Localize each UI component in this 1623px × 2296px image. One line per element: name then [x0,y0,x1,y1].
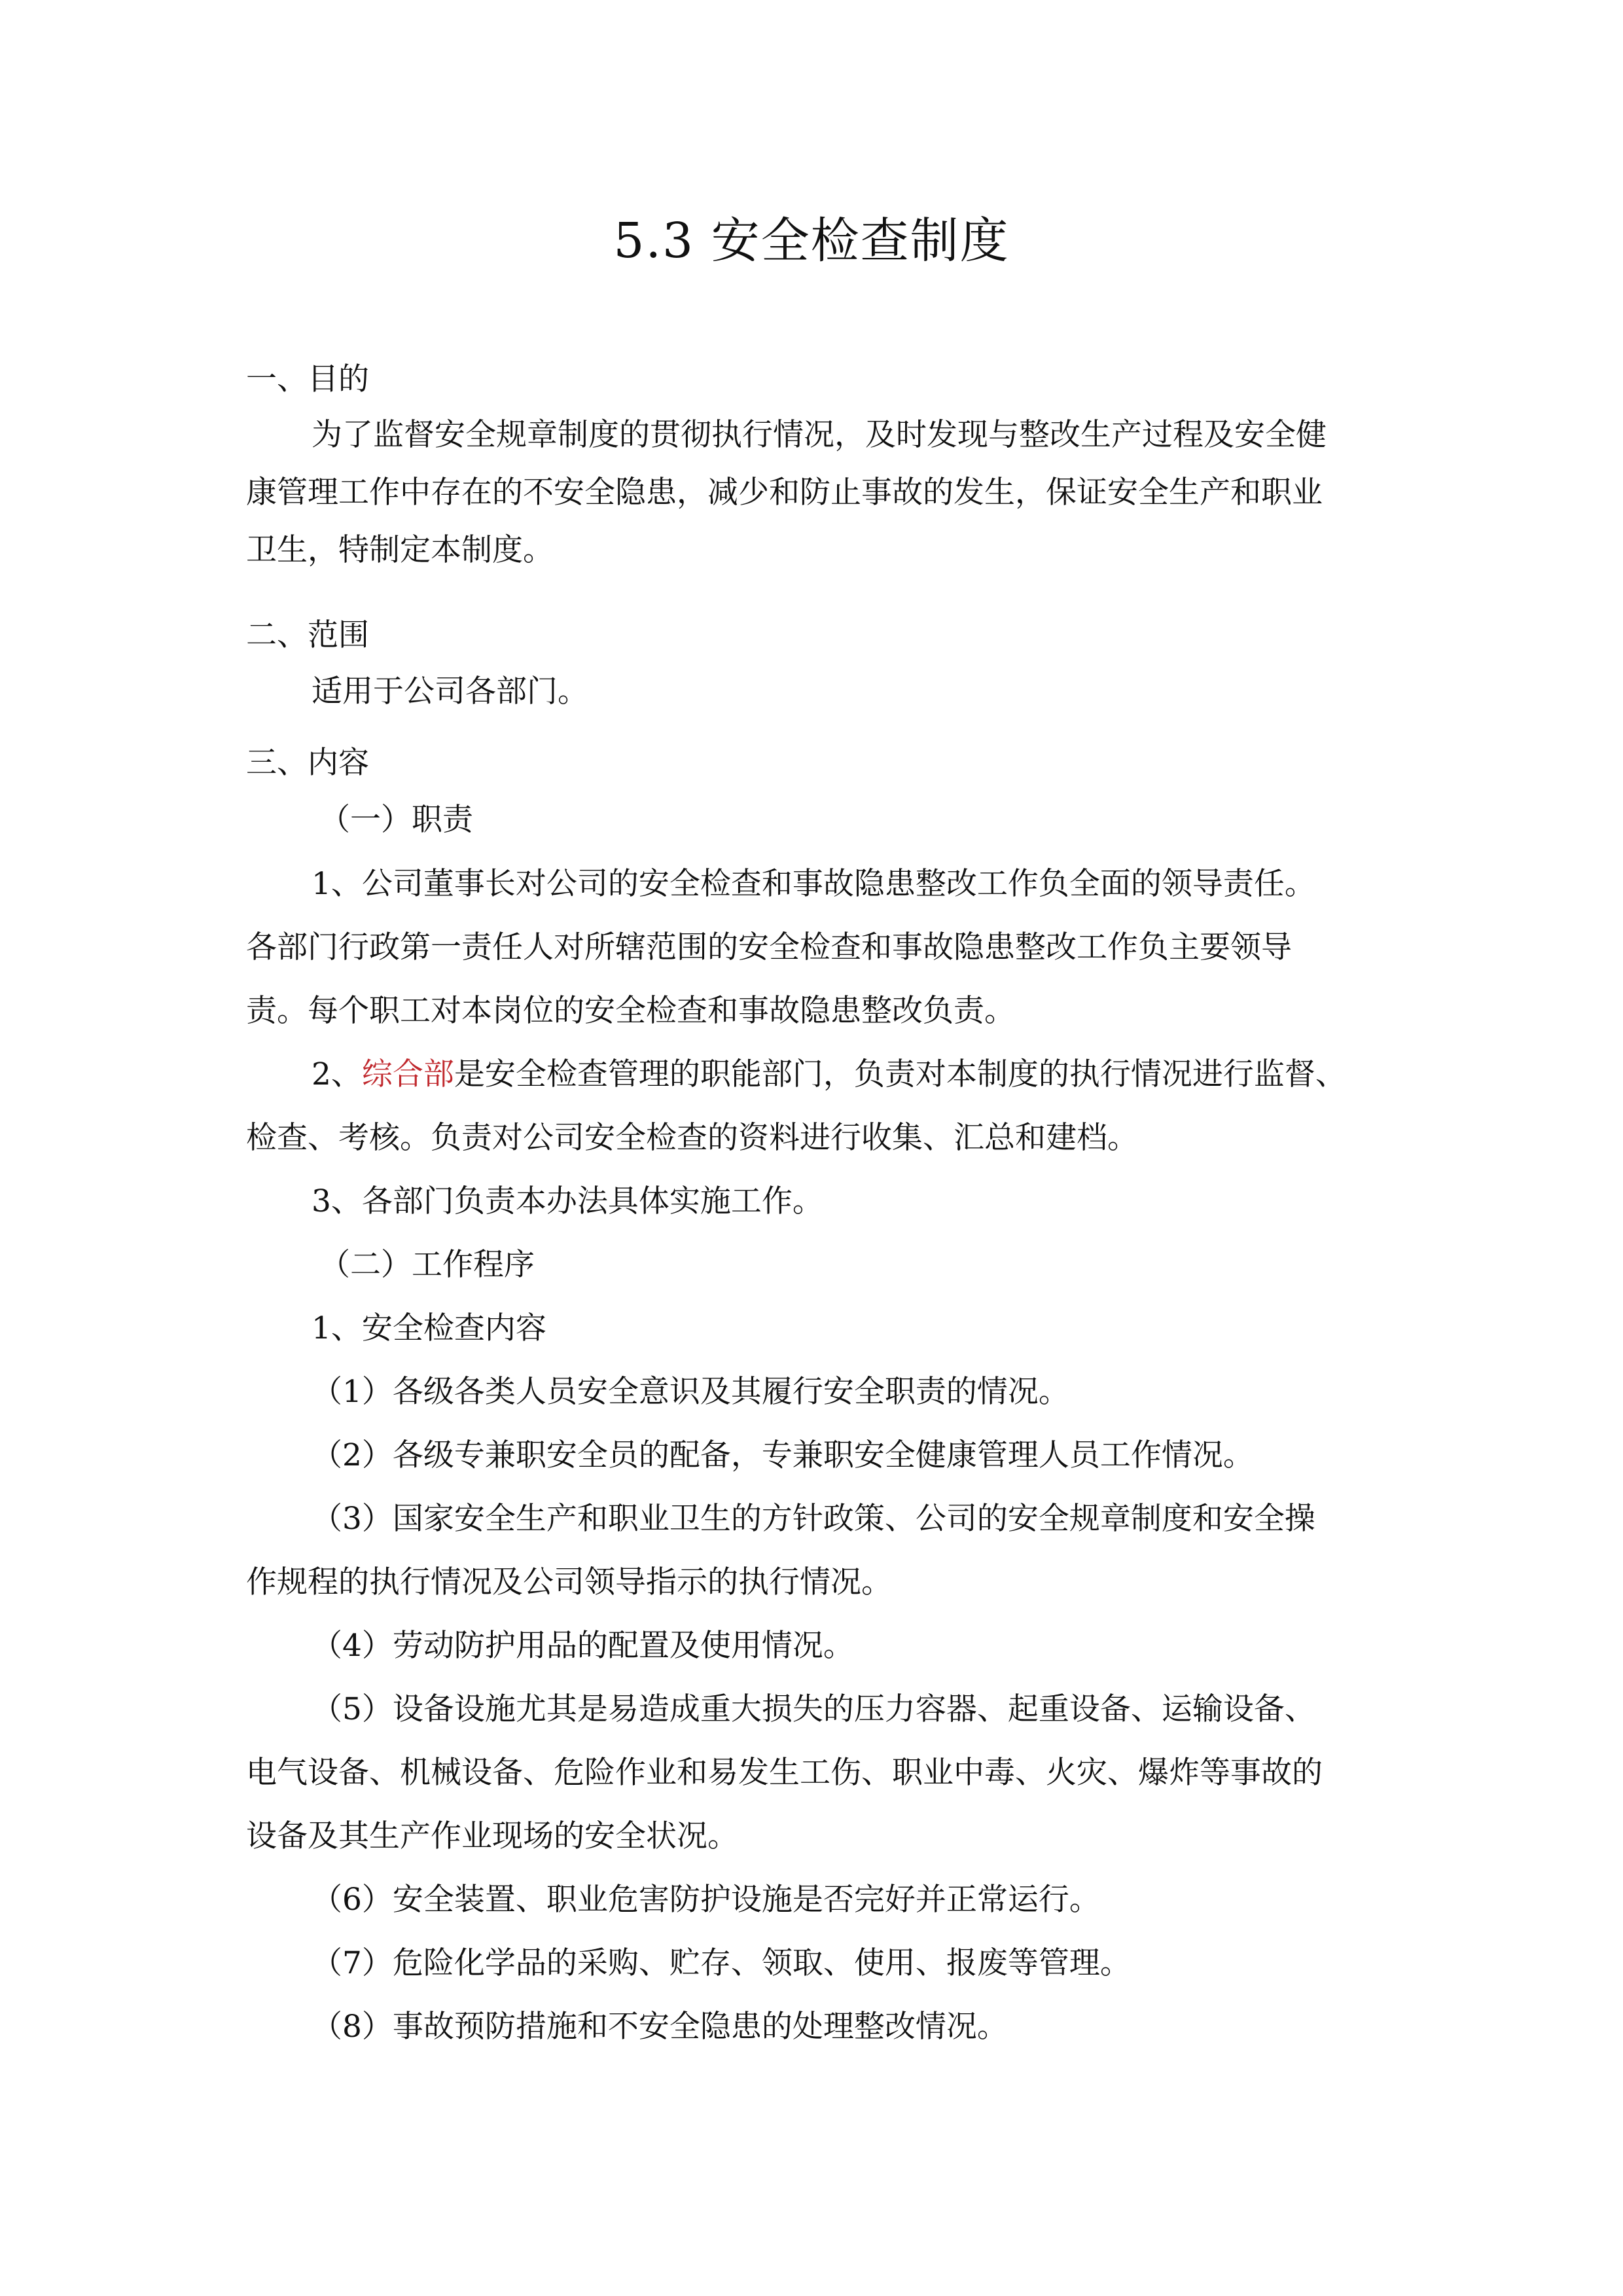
responsibility-1-line-3: 责。每个职工对本岗位的安全检查和事故隐患整改负责。 [246,993,1015,1029]
inspection-item-5-line-1: （5）设备设施尤其是易造成重大损失的压力容器、起重设备、运输设备、 [312,1691,1315,1727]
responsibility-1-line-2: 各部门行政第一责任人对所辖范围的安全检查和事故隐患整改工作负主要领导 [246,929,1292,965]
subheading-procedure: （二）工作程序 [319,1247,535,1283]
responsibility-2-line-2: 检查、考核。负责对公司安全检查的资料进行收集、汇总和建档。 [246,1120,1138,1156]
subheading-responsibilities: （一）职责 [319,802,473,838]
scope-line-1: 适用于公司各部门。 [312,673,588,709]
inspection-item-2: （2）各级专兼职安全员的配备，专兼职安全健康管理人员工作情况。 [312,1437,1254,1473]
responsibility-1-line-1: 1、公司董事长对公司的安全检查和事故隐患整改工作负全面的领导责任。 [312,866,1315,902]
inspection-item-8: （8）事故预防措施和不安全隐患的处理整改情况。 [312,2009,1008,2045]
highlight-department: 综合部 [361,1056,454,1092]
responsibility-2-line-1 [246,1052,1398,1098]
section-heading-content: 三、内容 [246,745,369,781]
purpose-line-2: 康管理工作中存在的不安全隐患，减少和防止事故的发生，保证安全生产和职业 [246,475,1323,511]
responsibility-2-rest: 是安全检查管理的职能部门，负责对本制度的执行情况进行监督、 [454,1056,1346,1092]
inspection-item-3-line-1: （3）国家安全生产和职业卫生的方针政策、公司的安全规章制度和安全操 [312,1501,1315,1537]
inspection-item-1: （1）各级各类人员安全意识及其履行安全职责的情况。 [312,1374,1069,1410]
procedure-point-1: 1、安全检查内容 [312,1310,546,1346]
inspection-item-6: （6）安全装置、职业危害防护设施是否完好并正常运行。 [312,1882,1100,1918]
inspection-item-5-line-3: 设备及其生产作业现场的安全状况。 [246,1818,738,1854]
purpose-line-3: 卫生，特制定本制度。 [246,532,554,568]
inspection-item-5-line-2: 电气设备、机械设备、危险作业和易发生工伤、职业中毒、火灾、爆炸等事故的 [246,1755,1323,1791]
section-heading-purpose: 一、目的 [246,361,369,397]
responsibility-3: 3、各部门负责本办法具体实施工作。 [312,1183,823,1219]
inspection-item-7: （7）危险化学品的采购、贮存、领取、使用、报废等管理。 [312,1945,1131,1981]
page-title: 5.3 安全检查制度 [613,213,1010,269]
section-heading-scope: 二、范围 [246,617,369,653]
purpose-line-1: 为了监督安全规章制度的贯彻执行情况，及时发现与整改生产过程及安全健 [312,417,1327,453]
inspection-item-4: （4）劳动防护用品的配置及使用情况。 [312,1628,854,1664]
inspection-item-3-line-2: 作规程的执行情况及公司领导指示的执行情况。 [246,1564,892,1600]
responsibility-2-prefix: 2、 [312,1056,362,1092]
